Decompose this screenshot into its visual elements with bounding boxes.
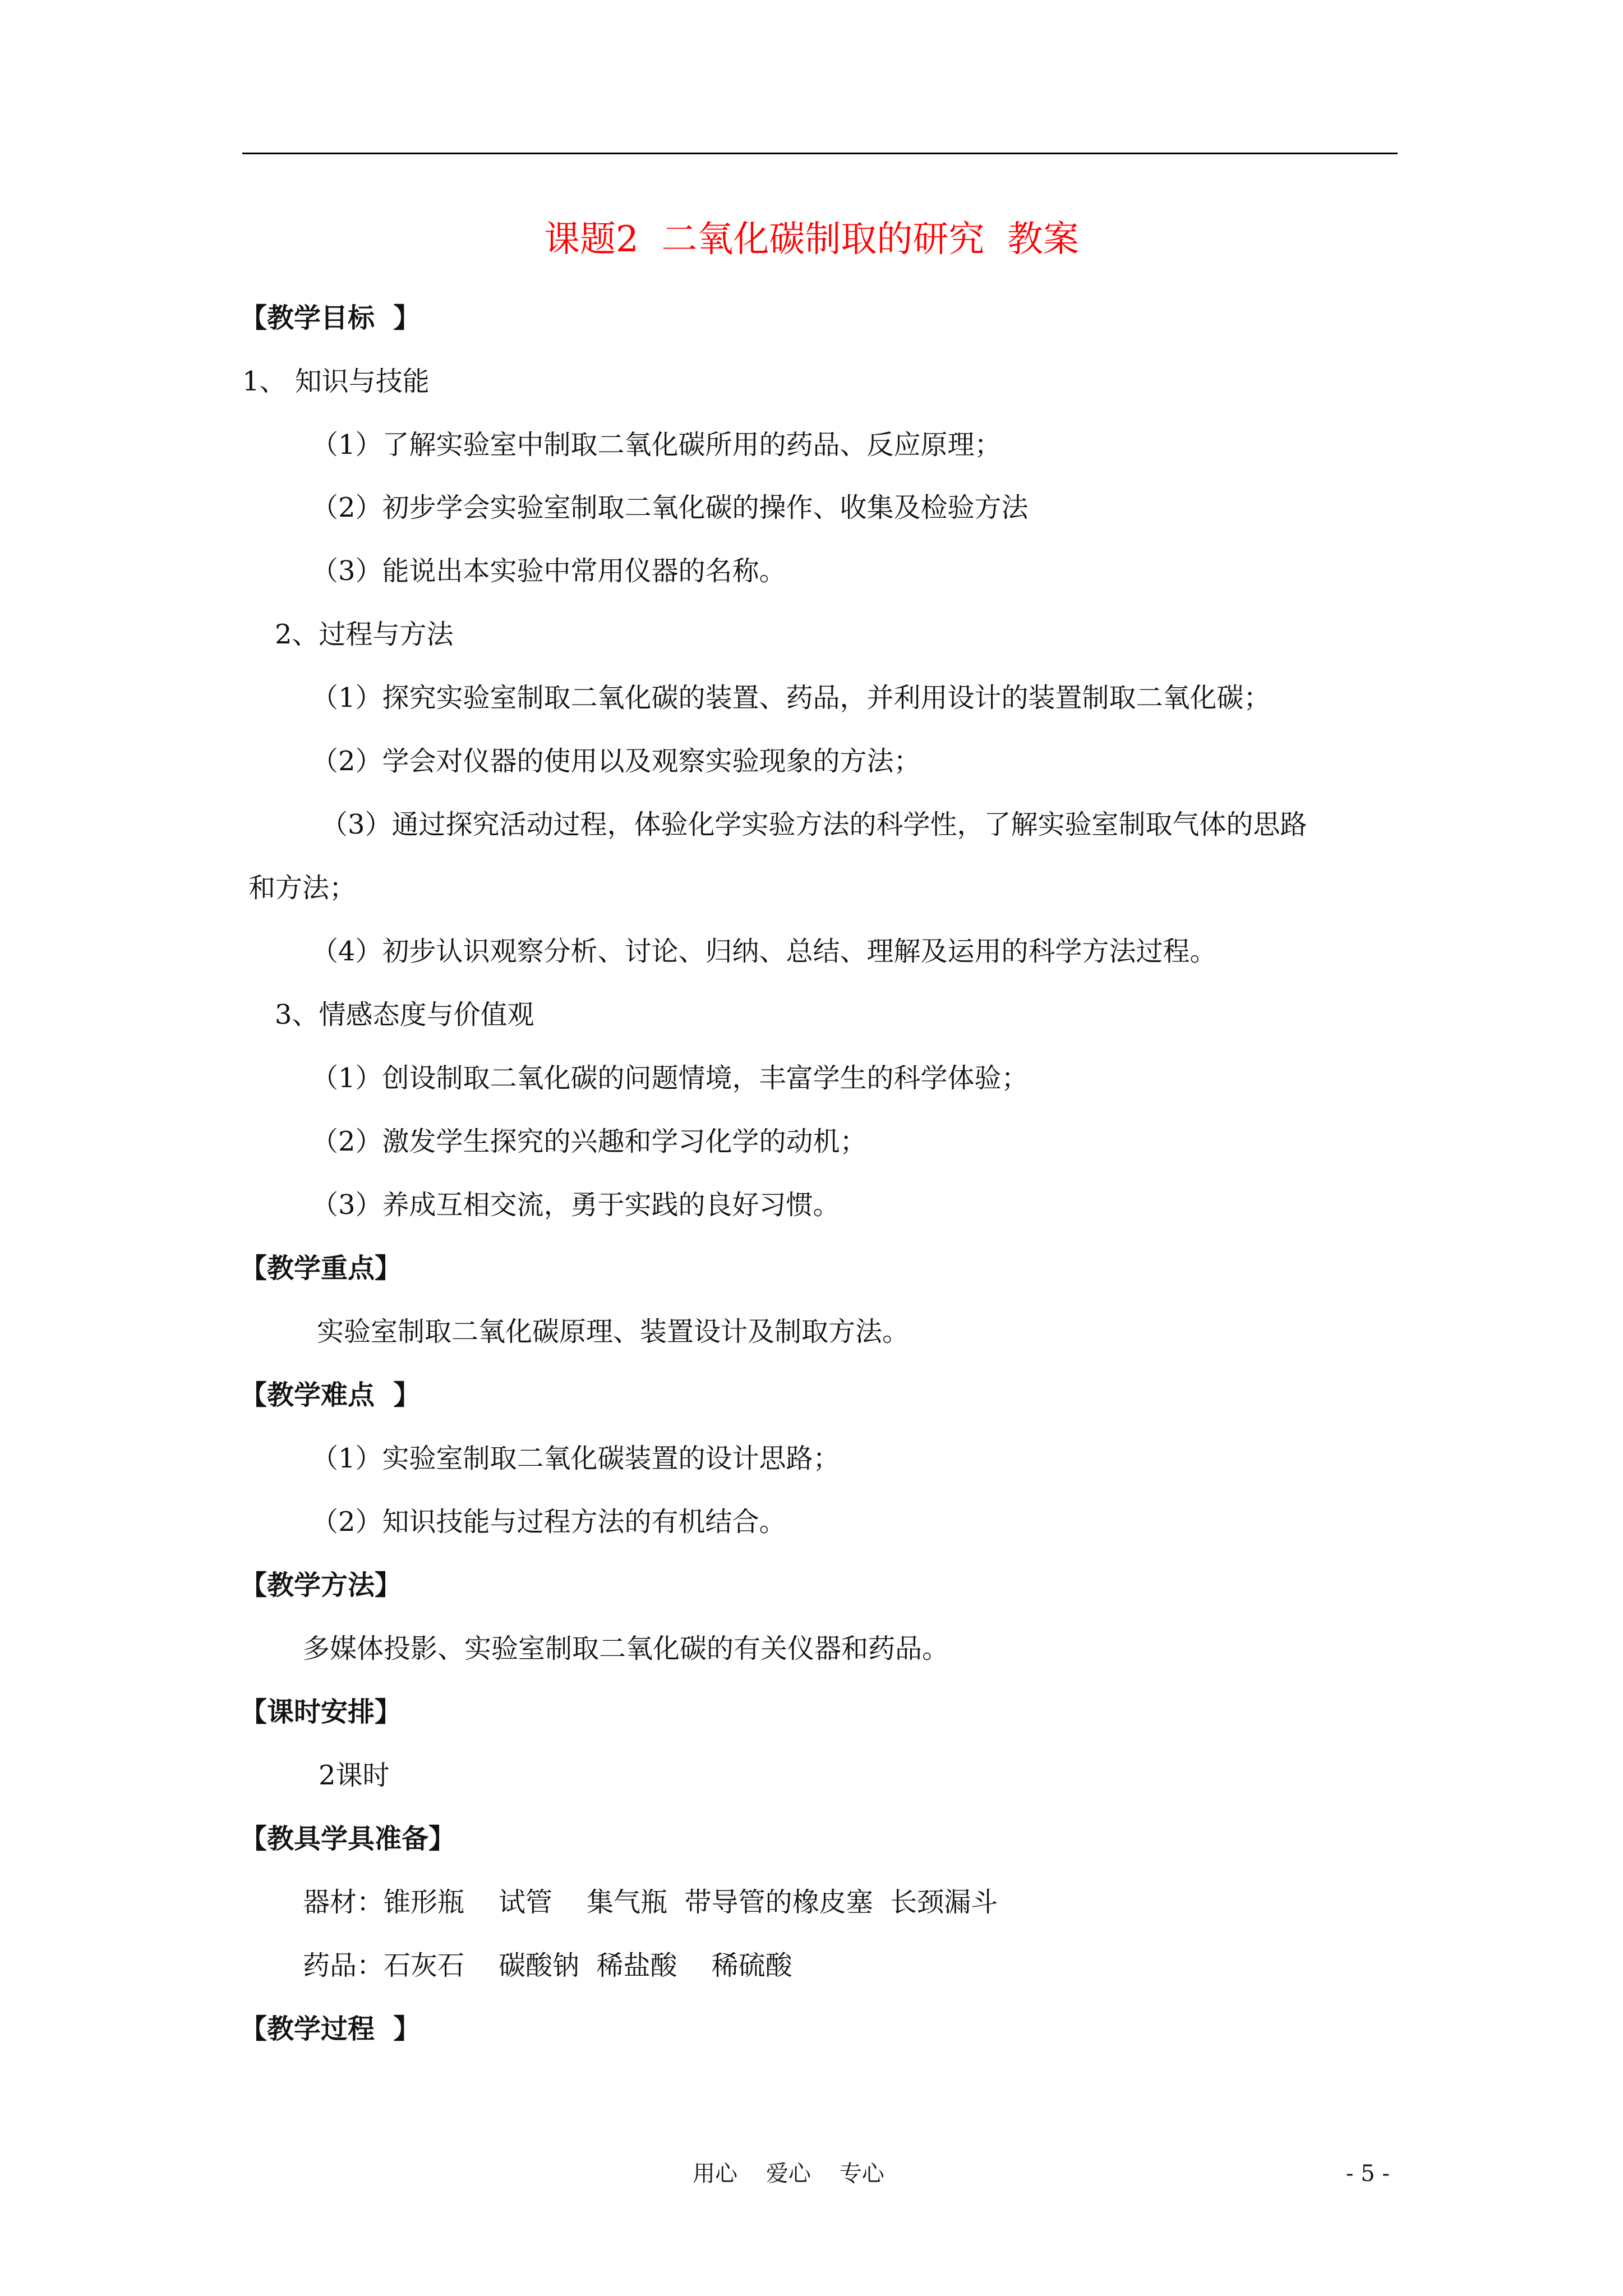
difficulty-item: （1）实验室制取二氧化碳装置的设计思路； — [311, 1443, 840, 1474]
difficulty-item: （2）知识技能与过程方法的有机结合。 — [311, 1506, 786, 1538]
objective-item-continuation: 和方法； — [248, 872, 357, 904]
objective-item: （4）初步认识观察分析、讨论、归纳、总结、理解及运用的科学方法过程。 — [311, 936, 1217, 967]
section-heading-key-points: 【教学重点】 — [240, 1253, 402, 1284]
objective-item: （2）学会对仪器的使用以及观察实验现象的方法； — [311, 746, 921, 777]
objective-item: （3）养成互相交流，勇于实践的良好习惯。 — [311, 1189, 840, 1221]
objective-item: （1）创设制取二氧化碳的问题情境，丰富学生的科学体验； — [311, 1062, 1029, 1094]
footer-motto: 用心 爱心 专心 — [693, 2161, 884, 2187]
header-rule — [242, 153, 1398, 154]
key-points-text: 实验室制取二氧化碳原理、装置设计及制取方法。 — [317, 1316, 910, 1347]
section-heading-schedule: 【课时安排】 — [240, 1696, 402, 1728]
section-heading-preparation: 【教具学具准备】 — [240, 1823, 456, 1855]
objective-item: （1）探究实验室制取二氧化碳的装置、药品，并利用设计的装置制取二氧化碳； — [311, 682, 1271, 714]
objective-item: （2）激发学生探究的兴趣和学习化学的动机； — [311, 1126, 867, 1157]
section-heading-objectives: 【教学目标 】 — [240, 302, 421, 334]
objective-item: （1）了解实验室中制取二氧化碳所用的药品、反应原理； — [311, 429, 1002, 461]
methods-text: 多媒体投影、实验室制取二氧化碳的有关仪器和药品。 — [303, 1633, 949, 1664]
section-heading-difficulties: 【教学难点 】 — [240, 1379, 421, 1411]
subheading-process-method: 2、过程与方法 — [275, 619, 454, 650]
section-heading-process: 【教学过程 】 — [240, 2013, 421, 2045]
schedule-text: 2课时 — [319, 1760, 390, 1791]
document-title: 课题2 二氧化碳制取的研究 教案 — [543, 219, 1080, 260]
objective-item: （3）通过探究活动过程，体验化学实验方法的科学性，了解实验室制取气体的思路 — [321, 809, 1307, 840]
preparation-reagents: 药品：石灰石 碳酸钠 稀盐酸 稀硫酸 — [303, 1950, 792, 1981]
preparation-equipment: 器材：锥形瓶 试管 集气瓶 带导管的橡皮塞 长颈漏斗 — [303, 1887, 998, 1918]
page-number: - 5 - — [1346, 2161, 1390, 2187]
subheading-knowledge-skills: 1、 知识与技能 — [242, 366, 430, 397]
objective-item: （2）初步学会实验室制取二氧化碳的操作、收集及检验方法 — [311, 492, 1029, 523]
objective-item: （3）能说出本实验中常用仪器的名称。 — [311, 555, 786, 587]
subheading-attitude-values: 3、情感态度与价值观 — [275, 999, 534, 1030]
section-heading-methods: 【教学方法】 — [240, 1570, 402, 1601]
